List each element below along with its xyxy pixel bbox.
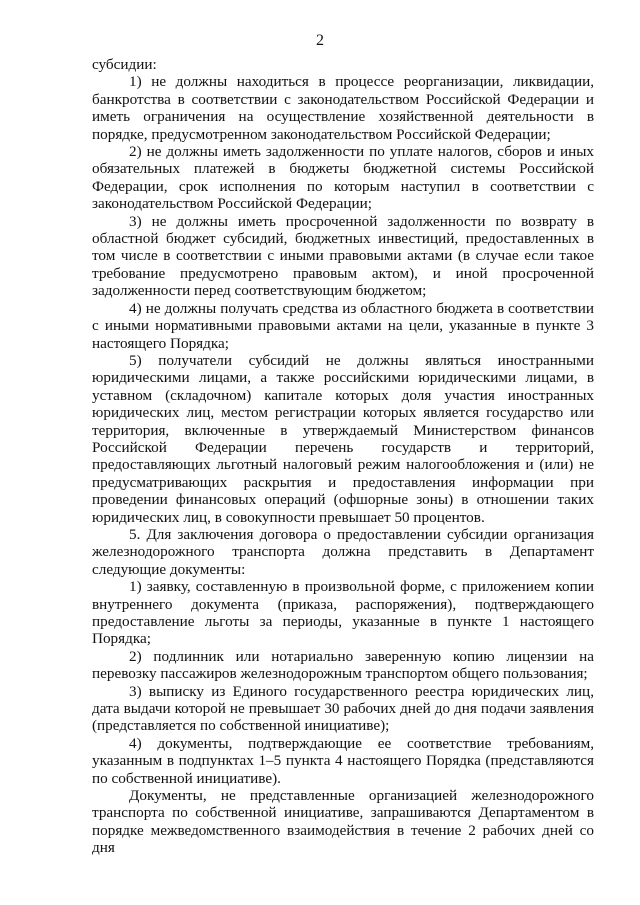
paragraph-document-2: 2) подлинник или нотариально заверенную копию лицензии на перевозку пассажиров железнодорожным транспортом общего пользования; [92,647,594,683]
paragraph-section-5: 5. Для заключения договора о предоставлении субсидии организация железнодорожного транспорта должна представить в Департамент следующие документы: [92,525,594,578]
paragraph-item-3: 3) не должны иметь просроченной задолженности по возврату в областной бюджет субсидий, бюджетных инвестиций, предоставленных в том числе в соответствии с иными правовыми актами (в случае если такое требование предусмотрено правовым актом), и иной просроченной задолженности перед соответствующим бюджетом; [92,212,594,300]
paragraph-item-4: 4) не должны получать средства из областного бюджета в соответствии с иными нормативными правовыми актами на цели, указанные в пункте 3 настоящего Порядка; [92,299,594,352]
paragraph-documents-request: Документы, не представленные организацией железнодорожного транспорта по собственной инициативе, запрашиваются Департаментом в порядке межведомственного взаимодействия в течение 2 рабочих дней со дня [92,787,594,857]
document-body [92,56,594,857]
paragraph-subsidies-intro: субсидии: [92,56,157,73]
paragraph-document-1: 1) заявку, составленную в произвольной форме, с приложением копии внутреннего документа (приказа, распоряжения), подтверждающего предоставление льготы за периоды, указанные в пункте 1 настоящего Порядка; [92,578,594,648]
paragraph-document-4: 4) документы, подтверждающие ее соответствие требованиям, указанным в подпунктах 1–5 пункта 4 настоящего Порядка (представляются по собственной инициативе). [92,734,594,787]
page-number: 2 [316,32,324,49]
paragraph-document-3: 3) выписку из Единого государственного реестра юридических лиц, дата выдачи которой не превышает 30 рабочих дней до дня подачи заявления (представляется по собственной инициативе); [92,682,594,735]
paragraph-item-1: 1) не должны находиться в процессе реорганизации, ликвидации, банкротства в соответствии с законодательством Российской Федерации и иметь ограничения на осуществление хозяйственной деятельности в порядке, предусмотренном законодательством Российской Федерации; [92,73,594,143]
paragraph-item-2: 2) не должны иметь задолженности по уплате налогов, сборов и иных обязательных платежей в бюджеты бюджетной системы Российской Федерации, срок исполнения по которым наступил в соответствии с законодательством Российской Федерации; [92,143,594,213]
paragraph-item-5: 5) получатели субсидий не должны являться иностранными юридическими лицами, а также российскими юридическими лицами, в уставном (складочном) капитале которых доля участия иностранных юридических лиц, местом регистрации которых является государство или территория, включенные в утверждаемый Министерством финансов Российской Федерации перечень государств и территорий, предоставляющих льготный налоговый режим налогообложения и (или) не предусматривающих раскрытия и предоставления информации при проведении финансовых операций (офшорные зоны) в отношении таких юридических лиц, в совокупности превышает 50 процентов. [92,351,594,526]
